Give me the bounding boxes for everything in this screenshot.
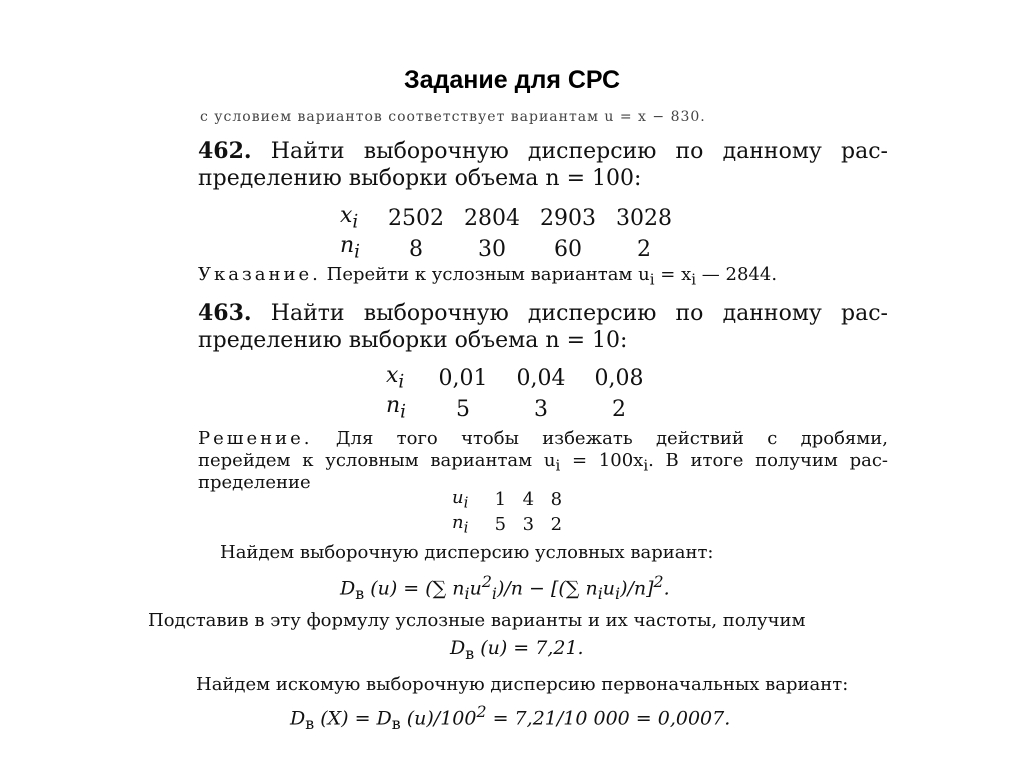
table-row: $n_i$ 5 3 2: [452, 511, 563, 537]
substitute-line: Подставив в эту формулу услозные варианты и их частоты, получим: [148, 610, 806, 631]
table-row: $n_i$ 5 3 2: [386, 393, 627, 423]
task-463-line-1: 463. Найти выборочную дисперсию по данному рас-: [198, 300, 888, 326]
formula-conditional-variance: $D_в$ (u) = (∑ $n_iu^2_i)/n$ − [(∑ $n_iu_i)/n]^2$.: [340, 572, 670, 604]
slide-title: Задание для СРС: [403, 66, 621, 94]
table-row: $n_i$ 8 30 60 2: [340, 233, 652, 263]
textbook-scan: [140, 109, 888, 738]
find-original-variance: Найдем искомую выборочную дисперсию первоначальных вариант:: [196, 674, 849, 695]
find-conditional-variance: Найдем выборочную дисперсию условных вариант:: [220, 542, 714, 563]
solution-distribution-table: [452, 488, 570, 537]
formula-result: $D_в$ (u) = 7,21.: [450, 637, 584, 663]
task-462-distribution-table: [340, 204, 682, 265]
solution-line-3: пределение: [198, 472, 311, 493]
task-462-line-1: 462. Найти выборочную дисперсию по данному рас-: [198, 138, 888, 164]
task-462-hint: Указание. Перейти к услозным вариантам $u_i = x_i$ — 2844.: [198, 264, 778, 289]
task-463-line-2: пределению выборки объема n = 10:: [198, 328, 628, 353]
cropped-text-line: с условием вариантов соответствует вариантам u = x − 830.: [200, 109, 706, 125]
formula-final: $D_в$ $(X) = D_в$ $(u)/100^2 = 7,21/10$ 000 = 0,0007.: [290, 702, 731, 734]
table-row: $x_i$ 2502 2804 2903 3028: [340, 203, 673, 233]
table-row: $x_i$ 0,01 0,04 0,08: [386, 363, 644, 393]
task-462-line-2: пределению выборки объема n = 100:: [198, 166, 642, 191]
solution-line-2: перейдем к условным вариантам $u_i = 100x_i$. В итоге получим рас-: [198, 450, 888, 475]
task-number: 462.: [198, 138, 252, 164]
table-row: $u_i$ 1 4 8: [452, 487, 563, 512]
task-number: 463.: [198, 300, 252, 326]
solution-line-1: Решение. Для того чтобы избежать действий с дробями,: [198, 428, 888, 449]
task-463-distribution-table: [386, 364, 658, 425]
